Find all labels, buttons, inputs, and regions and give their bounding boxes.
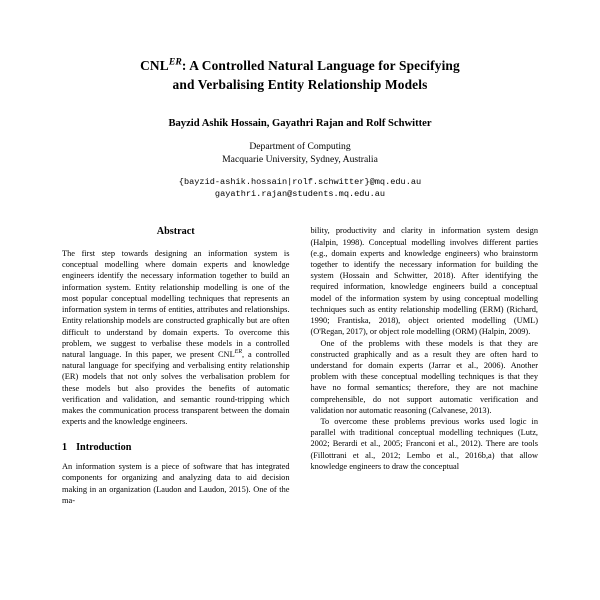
title-text-line2: and Verbalising Entity Relationship Models [172,77,428,93]
section-title: Introduction [76,441,132,453]
abstract-heading: Abstract [156,226,195,238]
author-list: Bayzid Ashik Hossain, Gayathri Rajan and Rolf Schwitter [168,118,432,130]
title-superscript: ER [168,56,182,68]
email-line-1[interactable]: {bayzid-ashik.hossain|rolf.schwitter}@mq.edu.au [178,176,422,187]
abstract-text-cont: , a controlled natural language for specifying and verbalising entity relationship (ER) models that not only solves the verbalisation problem for these models but also provides the benefits of automatic verification and validation, and semantic round-tripping which makes the communication process transparent between the domain experts and the knowledge engineers. [62,350,290,427]
right-column [311,225,539,506]
body-columns [62,225,538,506]
abstract-paragraph [62,248,290,428]
email-line-2[interactable]: gayathri.rajan@students.mq.edu.au [214,189,386,200]
affiliation-department: Department of Computing [249,141,351,153]
author-emails [62,176,538,202]
section-heading-introduction [62,441,290,455]
right-paragraph-2: One of the problems with these models is that they are constructed graphically and as a result they are often hard to understand for domain experts (Jarrar et al., 2006). Another problem with these conceptual modelling techniques is that they have no formal semantics; therefore, they are not machine comprehensible, do not support automatic verification and validation nor automatic reasoning (Calvanese, 2013). [310,338,538,415]
abstract-superscript: ER [234,349,243,356]
title-text-part2: : A Controlled Natural Language for Specifying [181,58,460,73]
right-paragraph-1: bility, productivity and clarity in information system design (Halpin, 1998). Conceptual modelling involves different parties (e.g., domain experts and knowledge engineers) who brainstorm together to identify the necessary information for building the system (Hossain and Schwitter, 2018). After identifying the required information, knowledge engineers build a conceptual model of the information system by using conceptual modelling techniques such as entity relationship modelling (ERM) (Richard, 1990; Frantiska, 2018), object oriented modelling (UML) (O'Regan, 2017), or object role modelling (ORM) (Halpin, 2009). [310,226,538,337]
title-text-part1: CNL [140,58,169,73]
section-number: 1 [62,441,68,453]
affiliation-institution: Macquarie University, Sydney, Australia [222,154,378,166]
intro-paragraph: An information system is a piece of software that has integrated components for organizing and analyzing data to aid decision making in an organization (Laudon and Laudon, 2015). One of the ma- [62,462,290,505]
left-column [62,225,290,506]
page-title [68,56,532,94]
affiliation [62,140,538,166]
right-paragraph-3: To overcome these problems previous works used logic in parallel with traditional conceptual modelling techniques (Lutz, 2002; Berardi et al., 2005; Franconi et al., 2012). There are tools (Fillottrani et al., 2012; Lembo et al., 2016b,a) that allow knowledge engineers to draw the conceptual [310,417,538,471]
abstract-text-first: The first step towards designing an information system is conceptual modelling where domain experts and knowledge engineers identify the necessary information together to build an information system. Entity relationship modelling is one of the most popular conceptual modelling techniques that represents an information system in terms of entities, attributes and relationships. Entity relationship models are constructed graphically but are often difficult to understand by domain experts. To overcome this problem, we suggest to verbalise these models in a controlled natural language. In this paper, we present CNL [62,249,290,359]
